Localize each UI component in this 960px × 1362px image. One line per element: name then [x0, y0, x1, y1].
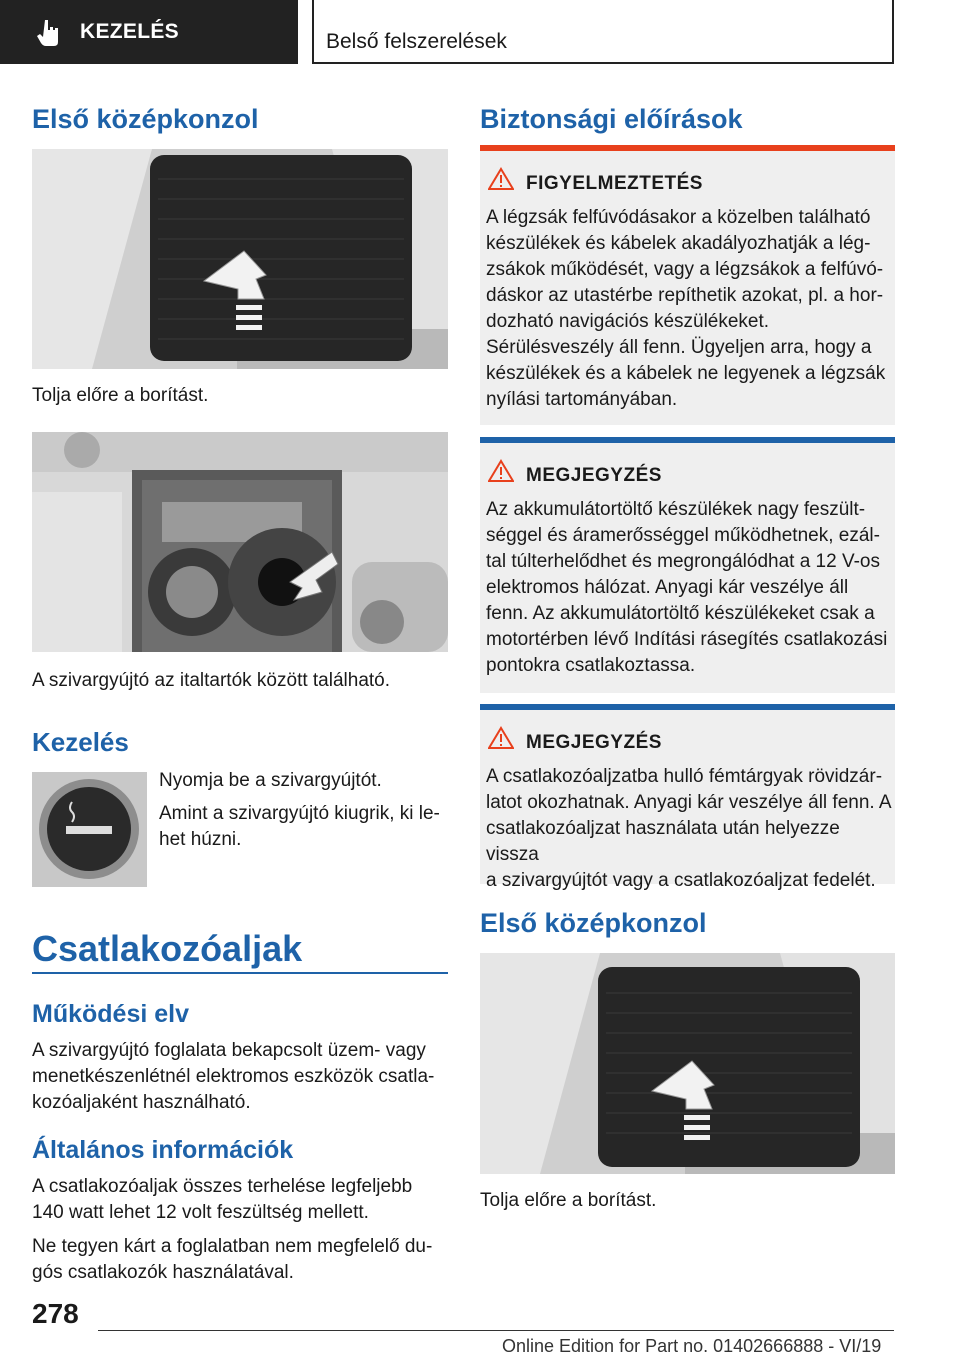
image-lighter-button [32, 772, 147, 887]
footer-rule [98, 1330, 894, 1331]
image-console-cover [32, 149, 448, 369]
image-cigarette-lighter [32, 432, 448, 652]
notice-title-2: MEGJEGYZÉS [526, 732, 662, 753]
principle-line2: menetkészenlétnél elektromos eszközök csatla- [32, 1066, 435, 1087]
principle-line3: kozóaljaként használható. [32, 1092, 251, 1113]
chapter-tab[interactable] [0, 0, 298, 64]
notice-title-1: MEGJEGYZÉS [526, 465, 662, 486]
notice-body-1: Az akkumulátortöltő készülékek nagy feszült- séggel és áramerősséggel működhetnek, ezál- tal túlterhelődhet és megrongálódhat a 12 V-os elektromos hálózat. Anyagi kár veszélye áll fenn. Az akkumulátortöltő készülékeket csak a motortérben lévő Indítási rásegítés csatlakozási pontokra csatlakoztassa. [486, 499, 888, 676]
edition-footer: Online Edition for Part no. 01402666888 - VI/19 [502, 1336, 882, 1356]
caption-cover-2: Tolja előre a borítást. [480, 1190, 657, 1211]
general-line4: gós csatlakozók használatával. [32, 1262, 294, 1283]
general-line1: A csatlakozóaljak összes terhelése legfeljebb [32, 1176, 413, 1197]
operation-step2a: Amint a szivargyújtó kiugrik, ki le- [159, 803, 440, 824]
heading-safety: Biztonsági előírások [480, 104, 743, 134]
notice-triangle-icon [488, 459, 514, 483]
notice-triangle-icon [488, 726, 514, 750]
caption-cover: Tolja előre a borítást. [32, 385, 209, 406]
operation-step1: Nyomja be a szivargyújtót. [159, 770, 382, 791]
section-label: Belső felszerelések [326, 30, 507, 53]
heading-general: Általános információk [32, 1136, 294, 1164]
caption-lighter-location: A szivargyújtó az italtartók között található. [32, 670, 391, 691]
heading-first-console: Első középkonzol [32, 104, 259, 134]
general-line2: 140 watt lehet 12 volt feszültség mellett. [32, 1202, 369, 1223]
page-number: 278 [32, 1298, 79, 1329]
chapter-label: KEZELÉS [80, 20, 179, 43]
notice-box-2 [480, 704, 895, 891]
section-header [312, 0, 894, 64]
heading-first-console-2: Első középkonzol [480, 908, 707, 938]
heading-rule [32, 972, 448, 974]
principle-line1: A szivargyújtó foglalata bekapcsolt üzem- vagy [32, 1040, 426, 1061]
heading-operation: Kezelés [32, 727, 129, 757]
heading-sockets: Csatlakozóaljak [32, 928, 303, 969]
warning-triangle-icon [488, 167, 514, 191]
general-line3: Ne tegyen kárt a foglalatban nem megfelelő du- [32, 1236, 433, 1257]
warning-title: FIGYELMEZTETÉS [526, 173, 703, 194]
heading-principle: Működési elv [32, 1000, 189, 1028]
warning-box [480, 145, 895, 425]
notice-body-2: A csatlakozóaljzatba hulló fémtárgyak rövidzár- latot okozhatnak. Anyagi kár veszélye áll fenn. A csatlakozóaljzat használata után helyezze vissza a szivargyújtót vagy a csatlakozóaljzat fedelét. [486, 766, 892, 891]
operation-step2b: het húzni. [159, 829, 242, 850]
warning-body: A légzsák felfúvódásakor a közelben található készülékek és kábelek akadályozhatják a lég- zsákok működését, vagy a légzsákok a felfúvó- dáskor az utastérbe repíthetik azokat, pl. a hor- dozható navigációs készülékeket. Sérülésveszély áll fenn. Ügyeljen arra, hogy a készülékek és a kábelek ne legyenek a légzsák nyílási tartományában. [486, 207, 886, 410]
notice-box-1 [480, 437, 895, 693]
image-console-cover-2 [480, 953, 895, 1174]
hand-pointer-icon [36, 18, 62, 46]
